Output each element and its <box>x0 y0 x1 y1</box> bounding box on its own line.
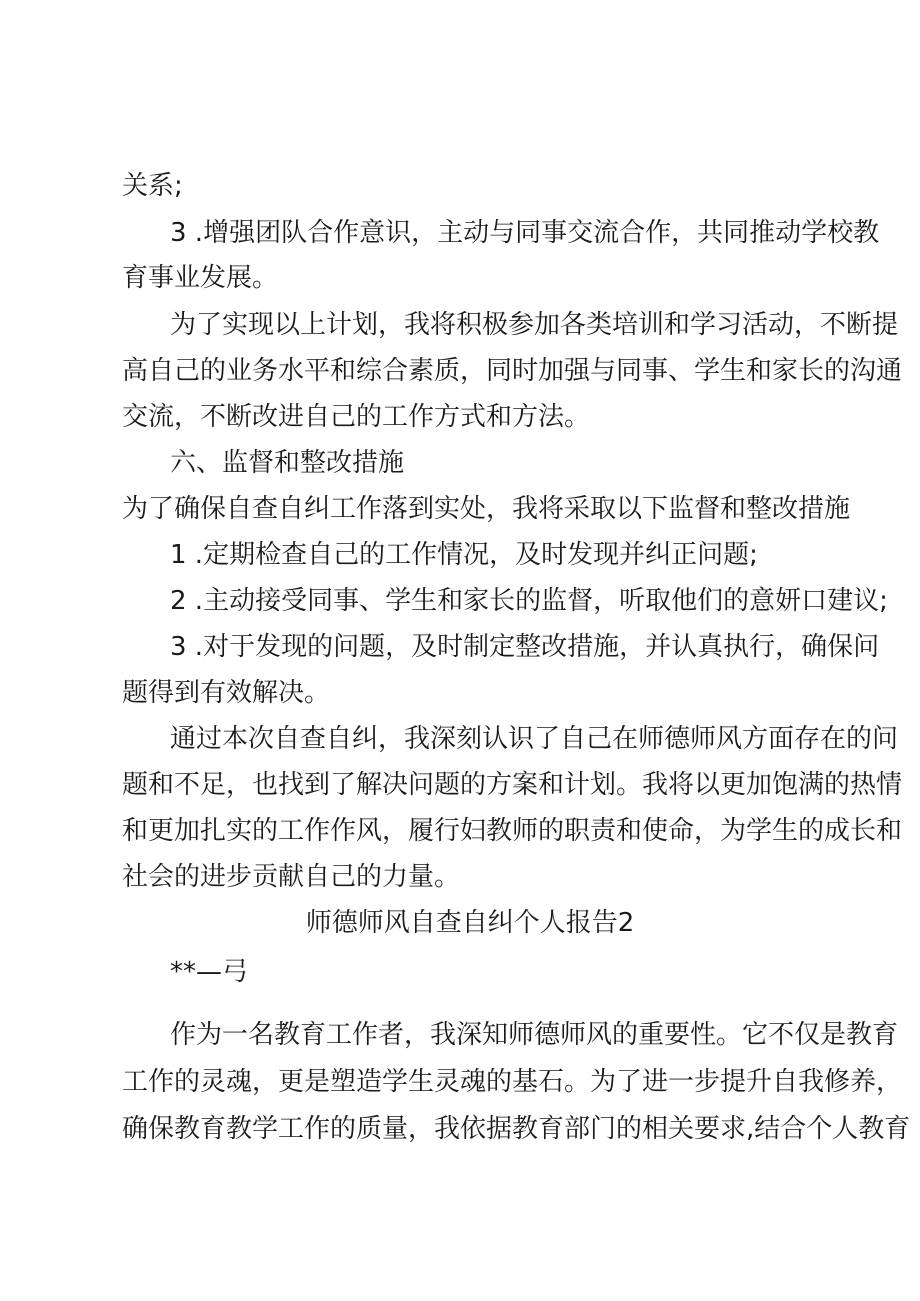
list-item: 3 .对于发现的问题，及时制定整改措施，并认真执行，确保问 <box>170 632 880 662</box>
text-line: 和更加扎实的工作作风，履行妇教师的职责和使命，为学生的成长和 <box>122 816 903 846</box>
paragraph-start: 为了实现以上计划，我将积极参加各类培训和学习活动，不断提 <box>170 310 899 340</box>
text-line: 为了确保自查自纠工作落到实处，我将采取以下监督和整改措施 <box>122 494 851 524</box>
text-line: 高自己的业务水平和综合素质，同时加强与同事、学生和家长的沟通 <box>122 356 903 386</box>
report-title: 师德师风自查自纠个人报告2 <box>305 908 635 938</box>
text-line: 关系; <box>122 171 183 201</box>
author-line: **—弓 <box>170 957 249 987</box>
text-line: 确保教育教学工作的质量，我依据教育部门的相关要求,结合个人教育 <box>122 1114 911 1144</box>
text-line: 交流，不断改进自己的工作方式和方法。 <box>122 402 591 432</box>
text-line: 题和不足，也找到了解决问题的方案和计划。我将以更加饱满的热情 <box>122 770 903 800</box>
paragraph-start: 通过本次自查自纠，我深刻认识了自己在师德师风方面存在的问 <box>170 724 899 754</box>
list-item: 3 .增强团队合作意识，主动与同事交流合作，共同推动学校教 <box>170 218 880 248</box>
list-item: 1 .定期检查自己的工作情况，及时发现并纠正问题; <box>170 540 758 570</box>
text-line: 题得到有效解决。 <box>122 678 331 708</box>
text-line: 社会的进步贡献自己的力量。 <box>122 862 461 892</box>
text-line: 工作的灵魂，更是塑造学生灵魂的基石。为了进一步提升自我修养， <box>122 1067 903 1097</box>
text-line: 育事业发展。 <box>122 263 279 293</box>
paragraph-start: 作为一名教育工作者，我深知师德师风的重要性。它不仅是教育 <box>170 1020 899 1050</box>
section-heading: 六、监督和整改措施 <box>170 448 405 478</box>
list-item: 2 .主动接受同事、学生和家长的监督，听取他们的意妍口建议; <box>170 586 888 616</box>
